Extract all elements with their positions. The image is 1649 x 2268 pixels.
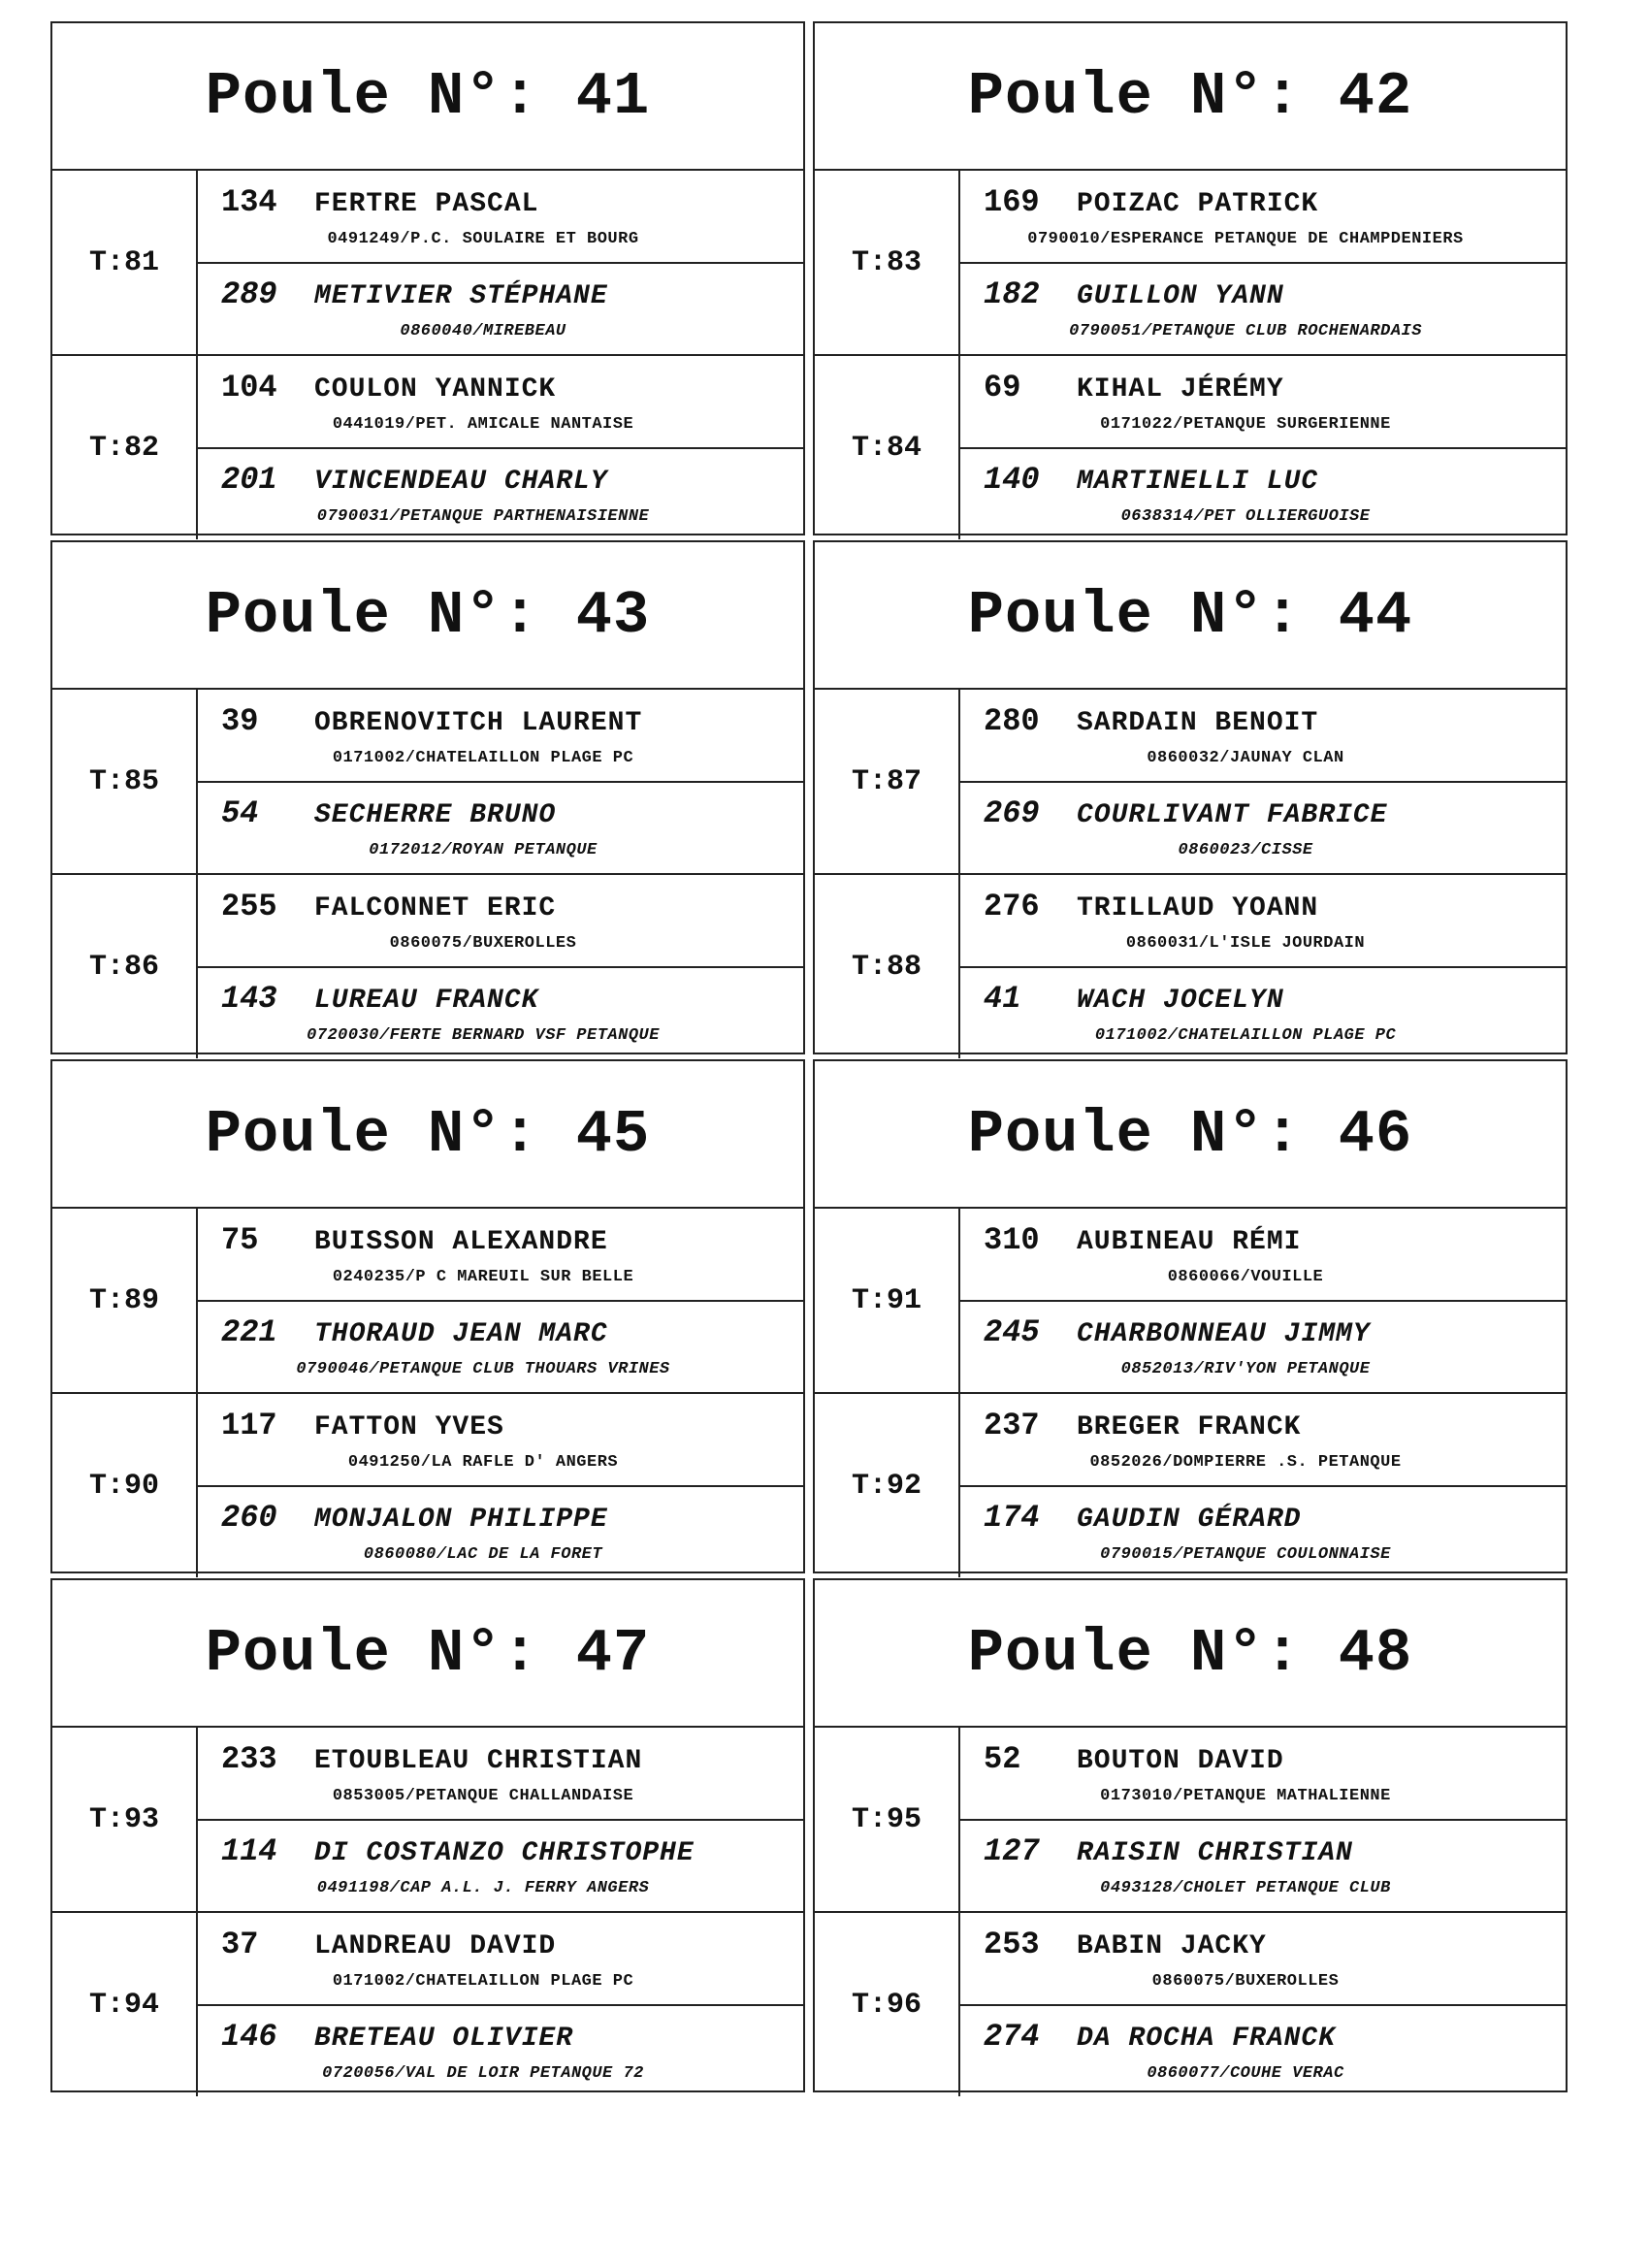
team-row: [815, 1209, 1566, 1394]
player-name: DA ROCHA FRANCK: [1077, 2024, 1337, 2055]
poule-header: [815, 542, 1566, 690]
player-number: 269: [984, 795, 1040, 832]
player-name: MONJALON PHILIPPE: [314, 1505, 608, 1536]
player-name: WACH JOCELYN: [1077, 986, 1284, 1017]
team-label: T:83: [815, 171, 960, 354]
player-name: TRILLAUD YOANN: [1077, 892, 1319, 923]
player-name: THORAUD JEAN MARC: [314, 1319, 608, 1350]
player-line: [984, 1222, 1566, 1258]
team-players: [960, 1913, 1566, 2096]
player-line: [221, 1741, 803, 1777]
player-line: [221, 981, 803, 1017]
player-number: 221: [221, 1314, 277, 1351]
team-label: T:82: [52, 356, 198, 539]
player-name: BOUTON DAVID: [1077, 1745, 1284, 1776]
player-entry: [198, 690, 803, 781]
player-number: 134: [221, 183, 277, 220]
player-name: SECHERRE BRUNO: [314, 800, 557, 831]
player-club: 0638314/PET OLLIERGUOISE: [1120, 507, 1371, 527]
player-number: 41: [984, 981, 1021, 1018]
player-number: 114: [221, 1833, 277, 1870]
team-row: [815, 1728, 1566, 1913]
player-club: 0853005/PETANQUE CHALLANDAISE: [332, 1786, 634, 1805]
player-entry: [960, 356, 1566, 447]
player-club: 0790031/PETANQUE PARTHENAISIENNE: [316, 507, 650, 527]
poule-header: [815, 23, 1566, 171]
player-number: 274: [984, 2019, 1040, 2056]
player-entry: [198, 1913, 803, 2004]
player-club: 0860066/VOUILLE: [1167, 1267, 1324, 1286]
poule-grid: [50, 21, 1583, 2092]
team-label: T:96: [815, 1913, 960, 2096]
team-label: T:89: [52, 1209, 198, 1392]
player-name: LANDREAU DAVID: [314, 1930, 557, 1961]
player-club: 0790051/PETANQUE CLUB ROCHENARDAIS: [1069, 322, 1422, 341]
player-club: 0790046/PETANQUE CLUB THOUARS VRINES: [296, 1360, 670, 1379]
player-name: GUILLON YANN: [1077, 281, 1284, 312]
player-line: [984, 981, 1566, 1017]
player-name: POIZAC PATRICK: [1077, 188, 1319, 219]
player-line: [984, 703, 1566, 739]
player-name: OBRENOVITCH LAURENT: [314, 707, 643, 738]
player-line: [221, 1314, 803, 1350]
player-number: 201: [221, 462, 277, 499]
player-club: 0860031/L'ISLE JOURDAIN: [1125, 933, 1366, 953]
player-club: 0860080/LAC DE LA FORET: [363, 1545, 603, 1565]
player-entry: [960, 1913, 1566, 2004]
player-name: DI COSTANZO CHRISTOPHE: [314, 1838, 695, 1869]
player-name: KIHAL JÉRÉMY: [1077, 373, 1284, 405]
player-line: [984, 1927, 1566, 1962]
player-line: [221, 276, 803, 312]
player-name: BRETEAU OLIVIER: [314, 2024, 574, 2055]
player-club: 0172012/ROYAN PETANQUE: [369, 841, 598, 860]
player-club: 0171002/CHATELAILLON PLAGE PC: [1094, 1026, 1397, 1046]
player-name: LUREAU FRANCK: [314, 986, 539, 1017]
team-players: [960, 1209, 1566, 1392]
player-line: [221, 1222, 803, 1258]
team-row: [52, 1394, 803, 1577]
player-name: VINCENDEAU CHARLY: [314, 467, 608, 498]
player-entry: [198, 1485, 803, 1578]
team-players: [960, 1394, 1566, 1577]
player-entry: [960, 447, 1566, 540]
player-line: [984, 184, 1566, 220]
team-row: [815, 690, 1566, 875]
player-name: FERTRE PASCAL: [314, 188, 539, 219]
player-line: [221, 889, 803, 924]
team-label: T:91: [815, 1209, 960, 1392]
player-number: 310: [984, 1221, 1040, 1258]
player-club: 0491250/LA RAFLE D' ANGERS: [347, 1452, 619, 1472]
player-club: 0720056/VAL DE LOIR PETANQUE 72: [322, 2064, 644, 2084]
player-club: 0860077/COUHE VERAC: [1147, 2064, 1344, 2084]
team-row: [815, 1394, 1566, 1577]
player-number: 75: [221, 1221, 259, 1258]
player-club: 0240235/P C MAREUIL SUR BELLE: [332, 1267, 634, 1286]
player-club: 0860023/CISSE: [1178, 841, 1313, 860]
player-name: BUISSON ALEXANDRE: [314, 1226, 608, 1257]
player-entry: [960, 1394, 1566, 1485]
player-club: 0720030/FERTE BERNARD VSF PETANQUE: [307, 1026, 660, 1046]
player-number: 253: [984, 1926, 1040, 1962]
player-entry: [960, 1300, 1566, 1393]
poule-title: Poule N°: 47: [205, 1618, 651, 1688]
player-entry: [198, 171, 803, 262]
player-line: [221, 1408, 803, 1443]
player-number: 280: [984, 702, 1040, 739]
player-line: [984, 795, 1566, 831]
player-line: [221, 462, 803, 498]
player-name: FALCONNET ERIC: [314, 892, 557, 923]
team-players: [198, 1394, 803, 1577]
player-number: 174: [984, 1500, 1040, 1537]
player-entry: [198, 1728, 803, 1819]
player-entry: [198, 1394, 803, 1485]
player-entry: [960, 171, 1566, 262]
player-club: 0493128/CHOLET PETANQUE CLUB: [1100, 1879, 1391, 1898]
player-number: 255: [221, 888, 277, 924]
player-number: 169: [984, 183, 1040, 220]
poule-box: [50, 1578, 805, 2092]
player-line: [221, 1500, 803, 1536]
player-line: [984, 1833, 1566, 1869]
team-label: T:84: [815, 356, 960, 539]
player-entry: [960, 781, 1566, 874]
poule-title: Poule N°: 43: [205, 580, 651, 650]
player-club: 0790010/ESPERANCE PETANQUE DE CHAMPDENIERS: [1027, 229, 1464, 248]
player-entry: [960, 262, 1566, 355]
player-number: 127: [984, 1833, 1040, 1870]
player-line: [221, 184, 803, 220]
player-line: [221, 795, 803, 831]
player-name: FATTON YVES: [314, 1411, 504, 1442]
player-number: 54: [221, 795, 259, 832]
player-club: 0852013/RIV'YON PETANQUE: [1120, 1360, 1371, 1379]
player-number: 37: [221, 1926, 259, 1962]
poule-header: [815, 1061, 1566, 1209]
poule-header: [815, 1580, 1566, 1728]
poule-title: Poule N°: 46: [967, 1099, 1413, 1169]
player-number: 52: [984, 1740, 1021, 1777]
team-label: T:85: [52, 690, 198, 873]
player-entry: [198, 2004, 803, 2097]
player-line: [984, 889, 1566, 924]
player-club: 0860032/JAUNAY CLAN: [1147, 748, 1344, 767]
player-name: RAISIN CHRISTIAN: [1077, 1838, 1353, 1869]
poule-box: [813, 1578, 1568, 2092]
player-line: [984, 1314, 1566, 1350]
player-entry: [960, 1819, 1566, 1912]
team-row: [52, 875, 803, 1058]
player-entry: [198, 781, 803, 874]
player-name: ETOUBLEAU CHRISTIAN: [314, 1745, 643, 1776]
poule-header: [52, 1580, 803, 1728]
player-line: [984, 1408, 1566, 1443]
player-number: 39: [221, 702, 259, 739]
player-entry: [960, 966, 1566, 1059]
team-label: T:90: [52, 1394, 198, 1577]
player-line: [221, 370, 803, 405]
player-club: 0860075/BUXEROLLES: [389, 933, 577, 953]
poule-box: [50, 21, 805, 535]
player-name: MARTINELLI LUC: [1077, 467, 1319, 498]
player-club: 0491249/P.C. SOULAIRE ET BOURG: [327, 229, 639, 248]
player-number: 146: [221, 2019, 277, 2056]
poule-title: Poule N°: 44: [967, 580, 1413, 650]
team-label: T:88: [815, 875, 960, 1058]
player-line: [984, 1741, 1566, 1777]
poule-box: [813, 1059, 1568, 1573]
poule-header: [52, 23, 803, 171]
poule-box: [813, 21, 1568, 535]
player-line: [984, 462, 1566, 498]
player-number: 237: [984, 1407, 1040, 1443]
player-number: 143: [221, 981, 277, 1018]
team-row: [815, 875, 1566, 1058]
team-row: [815, 356, 1566, 539]
player-club: 0441019/PET. AMICALE NANTAISE: [332, 414, 634, 434]
player-entry: [960, 1485, 1566, 1578]
team-label: T:93: [52, 1728, 198, 1911]
player-club: 0790015/PETANQUE COULONNAISE: [1100, 1545, 1391, 1565]
team-players: [198, 875, 803, 1058]
player-name: COURLIVANT FABRICE: [1077, 800, 1388, 831]
player-number: 117: [221, 1407, 277, 1443]
player-entry: [960, 1728, 1566, 1819]
team-row: [52, 1913, 803, 2096]
player-number: 104: [221, 369, 277, 405]
player-name: AUBINEAU RÉMI: [1077, 1226, 1302, 1257]
player-club: 0491198/CAP A.L. J. FERRY ANGERS: [316, 1879, 650, 1898]
player-number: 140: [984, 462, 1040, 499]
poule-sheet: [50, 21, 1583, 2092]
poule-box: [813, 540, 1568, 1054]
player-name: COULON YANNICK: [314, 373, 557, 405]
player-number: 182: [984, 276, 1040, 313]
player-entry: [198, 447, 803, 540]
player-entry: [198, 262, 803, 355]
team-players: [198, 171, 803, 354]
player-number: 69: [984, 369, 1021, 405]
player-entry: [960, 690, 1566, 781]
poule-title: Poule N°: 41: [205, 61, 651, 131]
team-row: [815, 1913, 1566, 2096]
player-entry: [960, 2004, 1566, 2097]
player-club: 0860075/BUXEROLLES: [1151, 1971, 1340, 1991]
poule-box: [50, 540, 805, 1054]
player-line: [984, 1500, 1566, 1536]
team-row: [52, 690, 803, 875]
player-line: [221, 1833, 803, 1869]
team-players: [960, 171, 1566, 354]
player-name: CHARBONNEAU JIMMY: [1077, 1319, 1371, 1350]
player-name: BABIN JACKY: [1077, 1930, 1267, 1961]
player-club: 0860040/MIREBEAU: [400, 322, 566, 341]
team-row: [52, 1209, 803, 1394]
player-club: 0171002/CHATELAILLON PLAGE PC: [332, 1971, 634, 1991]
player-entry: [198, 1300, 803, 1393]
team-label: T:94: [52, 1913, 198, 2096]
team-players: [198, 1209, 803, 1392]
player-line: [984, 370, 1566, 405]
player-entry: [960, 875, 1566, 966]
player-club: 0171022/PETANQUE SURGERIENNE: [1100, 414, 1391, 434]
team-row: [815, 171, 1566, 356]
team-label: T:87: [815, 690, 960, 873]
player-entry: [198, 966, 803, 1059]
player-number: 289: [221, 276, 277, 313]
player-club: 0171002/CHATELAILLON PLAGE PC: [332, 748, 634, 767]
team-label: T:92: [815, 1394, 960, 1577]
team-players: [198, 690, 803, 873]
team-players: [960, 356, 1566, 539]
player-name: METIVIER STÉPHANE: [314, 281, 608, 312]
team-label: T:95: [815, 1728, 960, 1911]
poule-title: Poule N°: 45: [205, 1099, 651, 1169]
poule-header: [52, 1061, 803, 1209]
team-players: [960, 1728, 1566, 1911]
player-name: GAUDIN GÉRARD: [1077, 1505, 1302, 1536]
player-entry: [198, 1819, 803, 1912]
team-players: [198, 356, 803, 539]
poule-box: [50, 1059, 805, 1573]
player-entry: [198, 1209, 803, 1300]
poule-title: Poule N°: 48: [967, 1618, 1413, 1688]
player-entry: [198, 356, 803, 447]
team-row: [52, 1728, 803, 1913]
player-name: BREGER FRANCK: [1077, 1411, 1302, 1442]
player-entry: [960, 1209, 1566, 1300]
poule-title: Poule N°: 42: [967, 61, 1413, 131]
team-players: [960, 875, 1566, 1058]
player-number: 245: [984, 1314, 1040, 1351]
team-row: [52, 171, 803, 356]
player-line: [984, 2019, 1566, 2055]
team-label: T:86: [52, 875, 198, 1058]
player-entry: [198, 875, 803, 966]
player-number: 276: [984, 888, 1040, 924]
player-club: 0173010/PETANQUE MATHALIENNE: [1100, 1786, 1391, 1805]
team-label: T:81: [52, 171, 198, 354]
player-line: [221, 1927, 803, 1962]
poule-header: [52, 542, 803, 690]
team-players: [960, 690, 1566, 873]
player-number: 233: [221, 1740, 277, 1777]
team-players: [198, 1728, 803, 1911]
player-number: 260: [221, 1500, 277, 1537]
team-players: [198, 1913, 803, 2096]
player-line: [221, 2019, 803, 2055]
team-row: [52, 356, 803, 539]
player-line: [984, 276, 1566, 312]
player-line: [221, 703, 803, 739]
player-name: SARDAIN BENOIT: [1077, 707, 1319, 738]
player-club: 0852026/DOMPIERRE .S. PETANQUE: [1089, 1452, 1402, 1472]
